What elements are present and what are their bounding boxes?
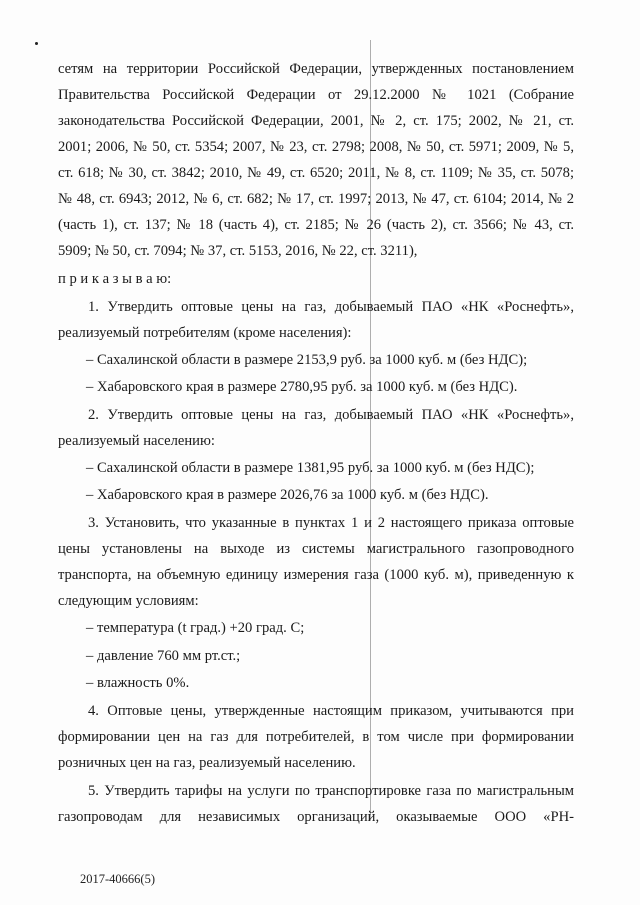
intro-line: Правительства Российской Федерации от 29.12.2000 № 1021 (Собрание xyxy=(58,87,574,103)
item-2-subitem: – Сахалинской области в размере 1381,95 руб. за 1000 куб. м (без НДС); xyxy=(86,460,535,476)
item-1-subitem: – Сахалинской области в размере 2153,9 руб. за 1000 куб. м (без НДС); xyxy=(86,352,528,368)
intro-line: законодательства Российской Федерации, 2001, № 2, ст. 175; 2002, № 21, ст. xyxy=(58,113,574,129)
intro-line: сетям на территории Российской Федерации, утвержденных постановлением xyxy=(58,61,574,77)
item-5-line: газопроводам для независимых организаций, оказываемые ООО «РН- xyxy=(58,809,574,825)
item-3-line: 3. Установить, что указанные в пунктах 1 и 2 настоящего приказа оптовые xyxy=(88,515,574,531)
item-1-subitem: – Хабаровского края в размере 2780,95 руб. за 1000 куб. м (без НДС). xyxy=(86,379,518,395)
document-code: 2017-40666(5) xyxy=(80,872,155,886)
item-5-line: 5. Утвердить тарифы на услуги по транспортировке газа по магистральным xyxy=(88,783,574,799)
item-3-condition: – давление 760 мм рт.ст.; xyxy=(86,648,241,664)
intro-line: 2001; 2006, № 50, ст. 5354; 2007, № 23, ст. 2798; 2008, № 50, ст. 5971; 2009, № 5, xyxy=(58,139,574,155)
item-4-line: розничных цен на газ, реализуемый населению. xyxy=(58,755,356,771)
item-2-line: реализуемый населению: xyxy=(58,433,215,449)
intro-line: 5909; № 50, ст. 7094; № 37, ст. 5153, 2016, № 22, ст. 3211), xyxy=(58,243,418,259)
item-1-line: реализуемый потребителям (кроме населения): xyxy=(58,325,352,341)
item-4-line: формировании цен на газ для потребителей, в том числе при формировании xyxy=(58,729,574,745)
scan-speck xyxy=(35,42,38,45)
item-3-line: следующим условиям: xyxy=(58,593,199,609)
item-4-line: 4. Оптовые цены, утвержденные настоящим приказом, учитываются при xyxy=(88,703,574,719)
item-2-line: 2. Утвердить оптовые цены на газ, добываемый ПАО «НК «Роснефть», xyxy=(88,407,574,423)
item-3-condition: – влажность 0%. xyxy=(86,675,190,691)
intro-line: № 48, ст. 6943; 2012, № 6, ст. 682; № 17, ст. 1997; 2013, № 47, ст. 6104; 2014, № 2 xyxy=(58,191,574,207)
item-3-line: транспорта, на объемную единицу измерения газа (1000 куб. м), приведенную к xyxy=(58,567,574,583)
intro-line: (часть 1), ст. 137; № 18 (часть 4), ст. 2185; № 26 (часть 2), ст. 3566; № 43, ст. xyxy=(58,217,574,233)
order-word: п р и к а з ы в а ю: xyxy=(58,271,172,287)
item-3-condition: – температура (t град.) +20 град. С; xyxy=(86,620,305,636)
item-2-subitem: – Хабаровского края в размере 2026,76 за 1000 куб. м (без НДС). xyxy=(86,487,489,503)
intro-line: ст. 618; № 30, ст. 3842; 2010, № 49, ст. 6520; 2011, № 8, ст. 1109; № 35, ст. 5078; xyxy=(58,165,574,181)
item-3-line: цены установлены на выходе из системы магистрального газопроводного xyxy=(58,541,574,557)
item-1-line: 1. Утвердить оптовые цены на газ, добываемый ПАО «НК «Роснефть», xyxy=(88,299,574,315)
